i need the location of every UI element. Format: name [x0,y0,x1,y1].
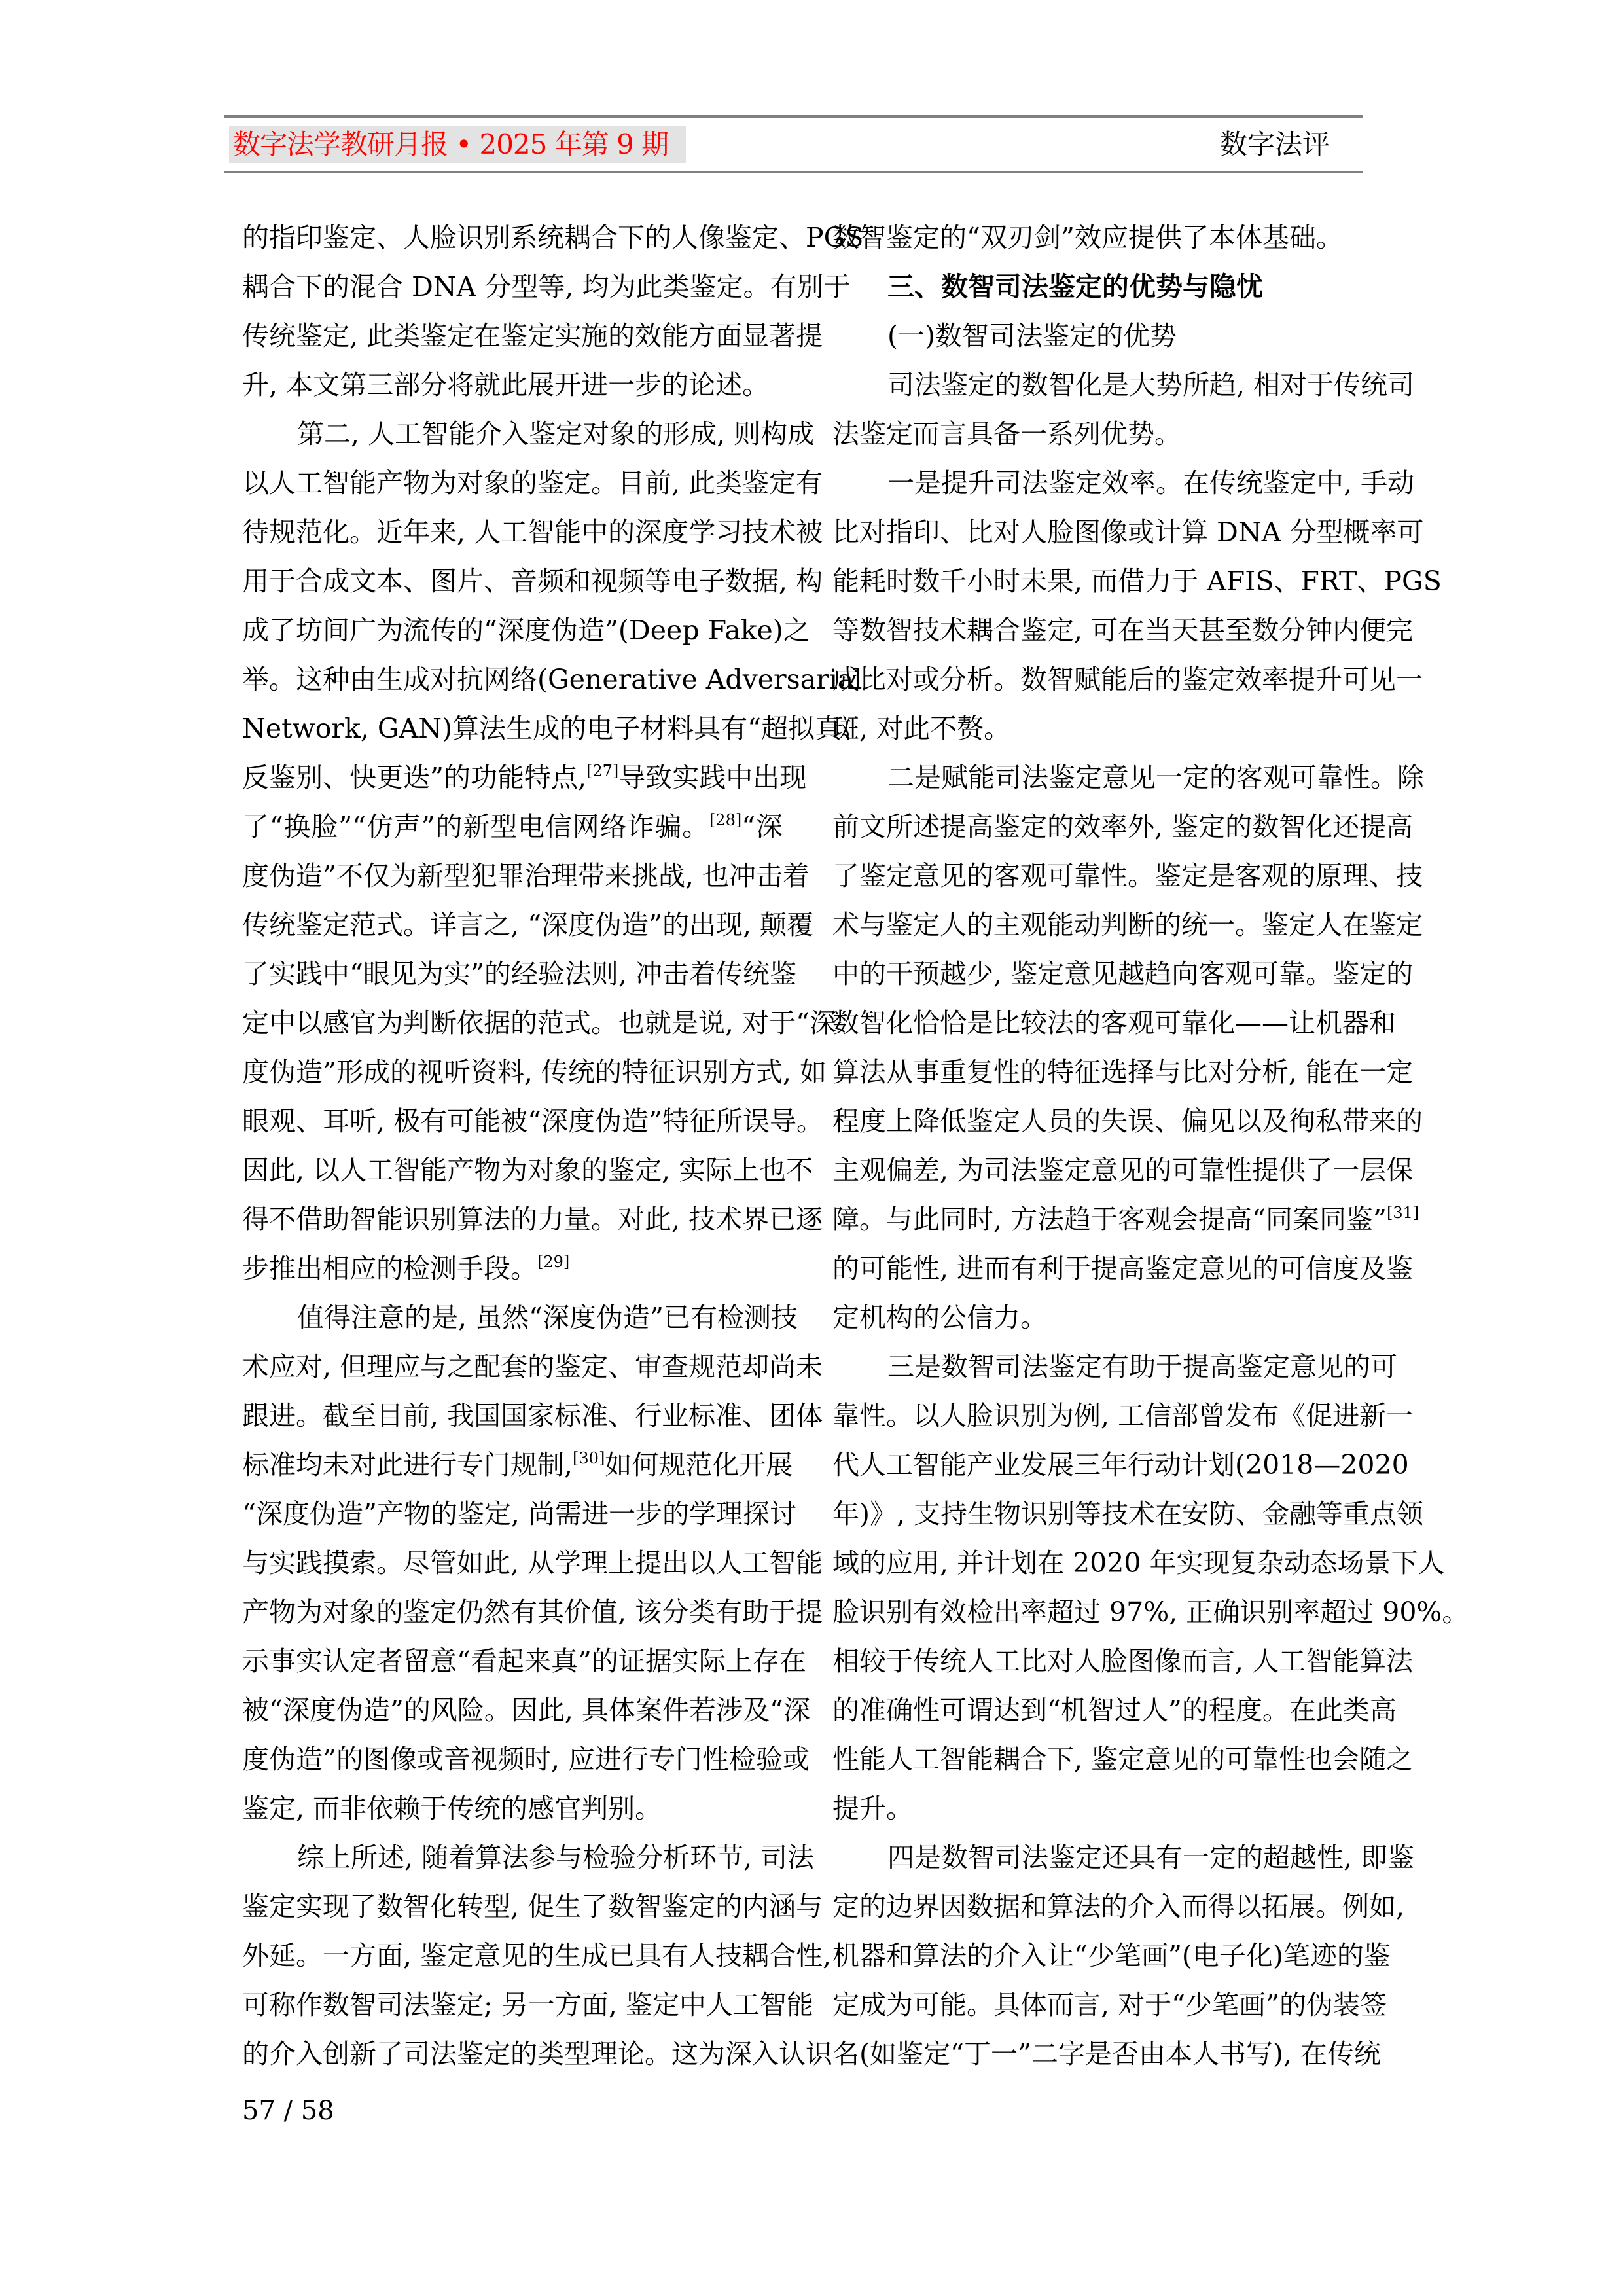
line-text-after-ref: 如何规范化开展 [605,1449,793,1480]
text-line [242,655,863,704]
text-line [242,1244,783,1293]
line-text: 得不借助智能识别算法的力量。对此, 技术界已逐 [242,1204,823,1235]
text-line [832,802,1414,852]
text-line [832,1833,1415,1882]
line-text: 综上所述, 随着算法参与检验分析环节, 司法 [297,1842,815,1873]
text-line [242,1490,796,1539]
text-line [242,1784,783,1833]
line-text: 法鉴定而言具备一系列优势。 [832,418,1181,450]
text-line [832,1490,1424,1539]
journal-title: 数字法学教研月报 • 2025 年第 9 期 [229,126,686,163]
text-line [242,361,783,410]
line-text: 鉴定, 而非依赖于传统的感官判别。 [242,1793,662,1824]
line-text: 值得注意的是, 虽然“深度伪造”已有检测技 [297,1302,798,1333]
line-text: 反鉴别、快更迭”的功能特点, [242,762,586,793]
line-text: 跟进。截至目前, 我国国家标准、行业标准、团体 [242,1400,823,1431]
line-text: 传统鉴定, 此类鉴定在鉴定实施的效能方面显著提 [242,320,823,351]
text-line [832,1342,1397,1391]
right-column [832,213,1469,2079]
line-text: 的可能性, 进而有利于提高鉴定意见的可信度及鉴 [832,1253,1414,1284]
line-text: 代人工智能产业发展三年行动计划(2018—2020 [832,1449,1409,1480]
line-text: 前文所述提高鉴定的效率外, 鉴定的数智化还提高 [832,811,1414,842]
line-text: 数智鉴定的“双刃剑”效应提供了本体基础。 [832,222,1343,253]
text-line [242,852,810,901]
line-text: 域的应用, 并计划在 2020 年实现复杂动态场景下人 [832,1547,1445,1579]
header-rule-bottom [224,171,1363,173]
text-line [242,1195,823,1244]
line-text: 比对指印、比对人脸图像或计算 DNA 分型概率可 [832,516,1424,548]
line-text: 脸识别有效检出率超过 97%, 正确识别率超过 90%。 [832,1596,1469,1628]
left-column [242,213,869,2079]
footnote-ref[interactable]: [27] [586,762,619,780]
line-text: 靠性。以人脸识别为例, 工信部曾发布《促进新一 [832,1400,1414,1431]
line-text: 耦合下的混合 DNA 分型等, 均为此类鉴定。有别于 [242,271,851,302]
line-text: 第二, 人工智能介入鉴定对象的形成, 则构成 [297,418,815,450]
line-text: 等数智技术耦合鉴定, 可在当天甚至数分钟内便完 [832,615,1414,646]
line-text: 产物为对象的鉴定仍然有其价值, 该分类有助于提 [242,1596,823,1628]
text-line [242,410,815,459]
text-line [242,459,823,508]
text-line [242,704,869,753]
footnote-ref[interactable]: [29] [537,1253,570,1271]
text-line [832,1146,1414,1195]
text-line [832,557,1442,606]
text-line [242,312,823,361]
line-text: 术应对, 但理应与之配套的鉴定、审查规范却尚未 [242,1351,823,1382]
text-line [242,753,807,802]
text-line [832,1931,1391,1981]
text-line [832,2030,1381,2079]
text-line [242,1441,793,1490]
line-text: 四是数智司法鉴定还具有一定的超越性, 即鉴 [887,1842,1415,1873]
text-line [832,1637,1414,1686]
line-text: 传统鉴定范式。详言之, “深度伪造”的出现, 颠覆 [242,909,814,941]
line-text: 了“换脸”“仿声”的新型电信网络诈骗。 [242,811,709,842]
line-text: 标准均未对此进行专门规制, [242,1449,573,1480]
line-text: 可称作数智司法鉴定; 另一方面, 鉴定中人工智能 [242,1989,813,2020]
text-line [242,1097,823,1146]
line-text: 与实践摸索。尽管如此, 从学理上提出以人工智能 [242,1547,823,1579]
text-line [242,1539,823,1588]
footnote-ref[interactable]: [28] [709,811,742,829]
line-text: 升, 本文第三部分将就此展开进一步的论述。 [242,369,770,401]
line-text: 三是数智司法鉴定有助于提高鉴定意见的可 [887,1351,1397,1382]
text-line [832,1048,1414,1097]
line-text: 相较于传统人工比对人脸图像而言, 人工智能算法 [832,1645,1414,1677]
line-text: 的介入创新了司法鉴定的类型理论。这为深入认识 [242,2038,832,2070]
line-text-after-ref: “深 [741,811,783,842]
line-text: 主观偏差, 为司法鉴定意见的可靠性提供了一层保 [832,1155,1414,1186]
text-line [242,1391,823,1441]
footnote-ref[interactable]: [31] [1386,1204,1419,1222]
header-rule-top [224,115,1363,118]
line-text: 一是提升司法鉴定效率。在传统鉴定中, 手动 [887,467,1415,499]
line-text: 斑, 对此不赘。 [832,713,1011,744]
text-line [832,1735,1414,1784]
text-line [242,557,823,606]
text-line [242,1293,798,1342]
line-text: 定的边界因数据和算法的介入而得以拓展。例如, [832,1891,1405,1922]
text-line [242,606,810,655]
footnote-ref[interactable]: [30] [573,1449,605,1467]
line-text: 成比对或分析。数智赋能后的鉴定效率提升可见一 [832,664,1423,695]
text-line [242,1637,806,1686]
text-line [242,1882,823,1931]
text-line [242,1048,827,1097]
text-line [832,508,1424,557]
line-text: 度伪造”的图像或音视频时, 应进行专门性检验或 [242,1744,810,1775]
line-text: 外延。一方面, 鉴定意见的生成已具有人技耦合性, [242,1940,832,1971]
text-line [242,901,814,950]
text-line [832,901,1423,950]
text-line [242,1735,810,1784]
text-line [832,852,1423,901]
text-line [242,950,796,999]
text-line [832,1391,1414,1441]
line-text: 以人工智能产物为对象的鉴定。目前, 此类鉴定有 [242,467,823,499]
line-text: 待规范化。近年来, 人工智能中的深度学习技术被 [242,516,823,548]
line-text: 了实践中“眼见为实”的经验法则, 冲击着传统鉴 [242,958,796,990]
line-text: 障。与此同时, 方法趋于客观会提高“同案同鉴” [832,1204,1387,1235]
text-line [832,704,1373,753]
page-indicator: 57 / 58 [242,2096,334,2126]
line-text: 能耗时数千小时未果, 而借力于 AFIS、FRT、PGS [832,565,1442,597]
text-line [242,999,837,1048]
text-line [832,1244,1414,1293]
line-text: 的准确性可谓达到“机智过人”的程度。在此类高 [832,1695,1397,1726]
line-text: 举。这种由生成对抗网络(Generative Adversarial [242,664,863,695]
text-line [832,1441,1409,1490]
line-text: 数智化恰恰是比较法的客观可靠化——让机器和 [832,1007,1396,1039]
text-line [832,1784,1373,1833]
line-text: 定机构的公信力。 [832,1302,1047,1333]
line-text: 年)》, 支持生物识别等技术在安防、金融等重点领 [832,1498,1424,1530]
text-line [242,1931,832,1981]
section-name: 数字法评 [1219,128,1330,160]
text-line [832,1882,1405,1931]
text-line [242,1833,815,1882]
line-text: 机器和算法的介入让“少笔画”(电子化)笔迹的鉴 [832,1940,1391,1971]
line-text: 性能人工智能耦合下, 鉴定意见的可靠性也会随之 [832,1744,1414,1775]
text-line [242,508,823,557]
line-text: Network, GAN)算法生成的电子材料具有“超拟真、 [242,713,869,744]
line-text-after-ref: 导致实践中出现 [618,762,807,793]
line-text: 二是赋能司法鉴定意见一定的客观可靠性。除 [887,762,1424,793]
text-line [832,1981,1387,2030]
text-line [242,1146,813,1195]
line-text: 鉴定实现了数智化转型, 促生了数智鉴定的内涵与 [242,1891,823,1922]
line-text: 提升。 [832,1793,913,1824]
text-line [242,1588,823,1637]
text-line [242,1342,823,1391]
text-line [832,262,1373,312]
text-line [832,753,1424,802]
text-line [832,655,1423,704]
line-text: 度伪造”形成的视听资料, 传统的特征识别方式, 如 [242,1056,827,1088]
text-line [832,1539,1445,1588]
line-text: 司法鉴定的数智化是大势所趋, 相对于传统司 [887,369,1415,401]
text-line [832,950,1414,999]
line-text: 程度上降低鉴定人员的失误、偏见以及徇私带来的 [832,1105,1423,1137]
text-line [832,1195,1419,1244]
text-line [242,1686,810,1735]
text-line [832,1097,1423,1146]
line-text: 名(如鉴定“丁一”二字是否由本人书写), 在传统 [832,2038,1381,2070]
text-line [242,802,783,852]
line-text: 度伪造”不仅为新型犯罪治理带来挑战, 也冲击着 [242,860,810,891]
text-line [832,361,1415,410]
text-line [242,213,864,262]
line-text: 眼观、耳听, 极有可能被“深度伪造”特征所误导。 [242,1105,823,1137]
line-text: 示事实认定者留意“看起来真”的证据实际上存在 [242,1645,806,1677]
line-text: 因此, 以人工智能产物为对象的鉴定, 实际上也不 [242,1155,813,1186]
text-line [832,213,1373,262]
text-line [832,312,1373,361]
line-text: 定中以感官为判断依据的范式。也就是说, 对于“深 [242,1007,837,1039]
line-text: (一)数智司法鉴定的优势 [887,320,1177,351]
text-line [832,606,1414,655]
text-line [242,262,851,312]
line-text: 算法从事重复性的特征选择与比对分析, 能在一定 [832,1056,1414,1088]
line-text: 被“深度伪造”的风险。因此, 具体案件若涉及“深 [242,1695,810,1726]
text-line [242,1981,813,2030]
text-line [832,459,1415,508]
line-text: 步推出相应的检测手段。 [242,1253,537,1284]
line-text: 用于合成文本、图片、音频和视频等电子数据, 构 [242,565,823,597]
text-line [242,2030,832,2079]
line-text: 三、数智司法鉴定的优势与隐忧 [887,271,1263,302]
line-text: 了鉴定意见的客观可靠性。鉴定是客观的原理、技 [832,860,1423,891]
line-text: 成了坊间广为流传的“深度伪造”(Deep Fake)之 [242,615,810,646]
text-line [832,1588,1469,1637]
text-line [832,410,1373,459]
text-line [832,1686,1397,1735]
line-text: 的指印鉴定、人脸识别系统耦合下的人像鉴定、PGS [242,222,864,253]
text-line [832,999,1396,1048]
line-text: 定成为可能。具体而言, 对于“少笔画”的伪装签 [832,1989,1387,2020]
line-text: 术与鉴定人的主观能动判断的统一。鉴定人在鉴定 [832,909,1423,941]
line-text: “深度伪造”产物的鉴定, 尚需进一步的学理探讨 [242,1498,796,1530]
line-text: 中的干预越少, 鉴定意见越趋向客观可靠。鉴定的 [832,958,1414,990]
text-line [832,1293,1373,1342]
